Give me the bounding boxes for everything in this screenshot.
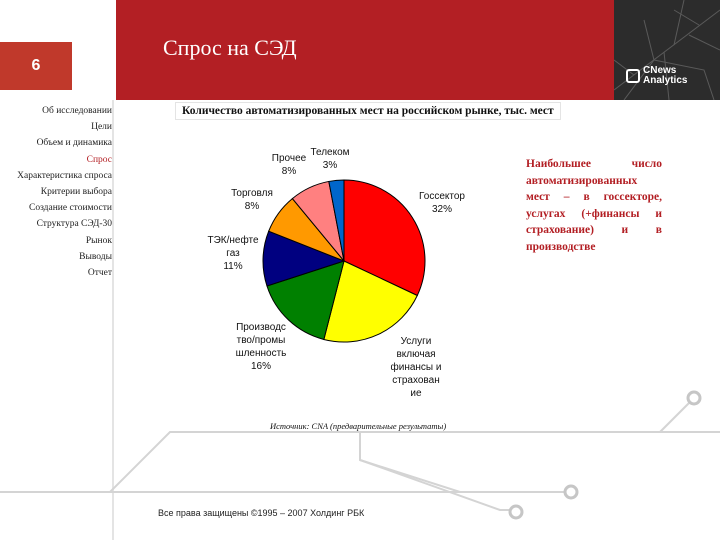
pie-label-6: Телеком 3% <box>310 147 350 171</box>
key-finding-text: Наибольшее число автоматизированных мест – в госсекторе, услугах (+финансы и страхование) и в производстве <box>526 158 662 253</box>
page-number: 6 <box>0 42 72 90</box>
nav-item-value-creation[interactable]: Создание стоимости <box>28 203 112 214</box>
pie-label-2: Производс тво/промы шленность 16% <box>235 322 287 372</box>
page-title: Спрос на СЭД <box>163 35 297 60</box>
pie-label-3: ТЭК/нефте газ 11% <box>207 235 259 272</box>
logo-line1: CNews <box>643 65 677 76</box>
chart-title: Количество автоматизированных мест на российском рынке, тыс. мест <box>175 102 561 120</box>
pie-label-1: Услуги включая финансы и страхован ие <box>390 336 442 399</box>
pie-label-5: Прочее 8% <box>271 153 307 177</box>
nav-item-goals[interactable]: Цели <box>91 122 112 133</box>
pie-label-0: Госсектор 32% <box>419 191 465 215</box>
nav-item-demand-characteristics[interactable]: Характеристика спроса <box>17 170 112 181</box>
nav-item-conclusions[interactable]: Выводы <box>79 251 112 262</box>
copyright-footer: Все права защищены ©1995 – 2007 Холдинг РБК <box>158 508 365 518</box>
nav-item-demand[interactable]: Спрос <box>86 154 112 165</box>
source-note: Источник: CNA (предварительные результаты) <box>270 421 447 431</box>
logo-line2: Analytics <box>643 75 688 86</box>
nav-item-selection-criteria[interactable]: Критерии выбора <box>40 187 112 198</box>
nav-item-about[interactable]: Об исследовании <box>42 106 112 116</box>
nav-item-market[interactable]: Рынок <box>85 235 112 246</box>
nav-item-volume[interactable]: Объем и динамика <box>36 138 112 149</box>
nav-item-sed30-structure[interactable]: Структура СЭД-30 <box>36 219 112 230</box>
nav-item-report[interactable]: Отчет <box>87 268 112 279</box>
pie-label-4: Торговля 8% <box>231 188 273 212</box>
